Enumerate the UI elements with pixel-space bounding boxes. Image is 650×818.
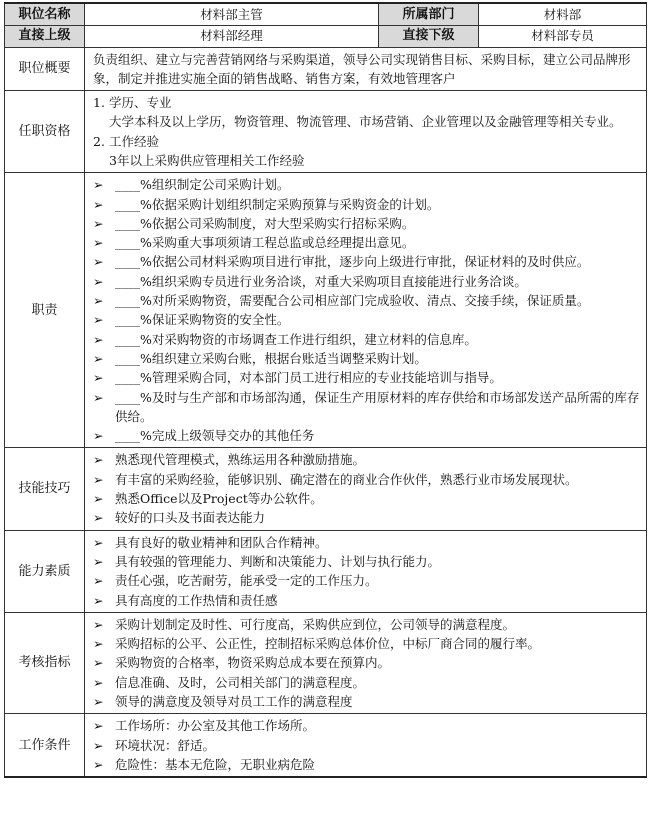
duties-label: 职责 bbox=[5, 173, 85, 448]
bullet-arrow-icon: ➢ bbox=[93, 350, 104, 366]
qualification-number: 1. bbox=[93, 95, 105, 111]
qualification-detail: 大学本科及以上学历，物资管理、物流管理、市场营销、企业管理以及金融管理等相关专业。 bbox=[109, 114, 622, 130]
bullet-arrow-icon: ➢ bbox=[93, 737, 104, 753]
list-item-text: ____%组织采购专员进行业务洽谈，对重大采购项目直接能进行业务洽谈。 bbox=[115, 273, 527, 289]
bullet-arrow-icon: ➢ bbox=[93, 534, 104, 550]
list-item-text: ____%依据公司材料采购项目进行审批，逐步向上级进行审批，保证材料的及时供应。 bbox=[115, 254, 590, 270]
bullet-arrow-icon: ➢ bbox=[93, 573, 104, 589]
list-item-text: 较好的口头及书面表达能力 bbox=[115, 510, 266, 526]
list-item-text: ____%保证采购物资的安全性。 bbox=[115, 312, 290, 328]
superior-label: 直接上级 bbox=[5, 25, 85, 47]
bullet-arrow-icon: ➢ bbox=[93, 491, 104, 507]
header-row-2 bbox=[5, 25, 647, 47]
conditions-label: 工作条件 bbox=[5, 714, 85, 777]
abilities-list bbox=[85, 530, 647, 612]
conditions-row bbox=[5, 714, 647, 777]
list-item bbox=[93, 252, 640, 271]
list-item-text: 环境状况：舒适。 bbox=[115, 737, 216, 753]
bullet-arrow-icon: ➢ bbox=[93, 636, 104, 652]
qualifications-row bbox=[5, 91, 647, 173]
list-item-text: 危险性：基本无危险，无职业病危险 bbox=[115, 756, 316, 772]
list-item-text: ____%组织建立采购台账，根据台账适当调整采购计划。 bbox=[115, 350, 427, 366]
list-item-text: 熟悉现代管理模式，熟练运用各种激励措施。 bbox=[115, 452, 366, 468]
list-item bbox=[93, 615, 640, 634]
qualification-number: 2. bbox=[93, 133, 105, 149]
bullet-arrow-icon: ➢ bbox=[93, 674, 104, 690]
bullet-arrow-icon: ➢ bbox=[93, 235, 104, 251]
list-item bbox=[93, 426, 640, 445]
list-item bbox=[93, 591, 640, 610]
list-item bbox=[93, 272, 640, 291]
abilities-label: 能力素质 bbox=[5, 530, 85, 612]
bullet-arrow-icon: ➢ bbox=[93, 553, 104, 569]
department-label: 所属部门 bbox=[379, 3, 479, 25]
list-item bbox=[93, 508, 640, 527]
list-item bbox=[93, 368, 640, 387]
list-item-text: 采购招标的公平、公正性，控制招标采购总体价位，中标厂商合同的履行率。 bbox=[115, 636, 541, 652]
list-item bbox=[93, 470, 640, 489]
subordinate-value: 材料部专员 bbox=[479, 25, 647, 47]
list-item-text: 领导的满意度及领导对员工工作的满意程度 bbox=[115, 694, 353, 709]
list-item-text: ____%对采购物资的市场调查工作进行组织，建立材料的信息库。 bbox=[115, 331, 477, 347]
assessment-label: 考核指标 bbox=[5, 612, 85, 713]
list-item bbox=[93, 673, 640, 692]
list-item bbox=[93, 330, 640, 349]
bullet-arrow-icon: ➢ bbox=[93, 592, 104, 608]
list-item bbox=[93, 233, 640, 252]
conditions-list bbox=[85, 714, 647, 777]
list-item bbox=[93, 692, 640, 711]
bullet-arrow-icon: ➢ bbox=[93, 273, 104, 289]
bullet-arrow-icon: ➢ bbox=[93, 215, 104, 231]
bullet-arrow-icon: ➢ bbox=[93, 389, 104, 405]
bullet-arrow-icon: ➢ bbox=[93, 293, 104, 309]
skills-list bbox=[85, 448, 647, 530]
bullet-arrow-icon: ➢ bbox=[93, 312, 104, 328]
list-item-text: ____%采购重大事项须请工程总监或总经理提出意见。 bbox=[115, 235, 415, 251]
list-item bbox=[93, 214, 640, 233]
qualifications-label: 任职资格 bbox=[5, 91, 85, 173]
qualification-detail: 3年以上采购供应管理相关工作经验 bbox=[109, 152, 305, 168]
bullet-arrow-icon: ➢ bbox=[93, 177, 104, 193]
list-item-text: 具有较强的管理能力、判断和决策能力、计划与执行能力。 bbox=[115, 553, 441, 569]
duties-row bbox=[5, 173, 647, 448]
list-item bbox=[93, 716, 640, 735]
bullet-arrow-icon: ➢ bbox=[93, 196, 104, 212]
bullet-arrow-icon: ➢ bbox=[93, 616, 104, 632]
department-value: 材料部 bbox=[479, 3, 647, 25]
list-item bbox=[93, 195, 640, 214]
list-item-text: ____%管理采购合同，对本部门员工进行相应的专业技能培训与指导。 bbox=[115, 370, 502, 386]
list-item-text: ____%及时与生产部和市场部沟通，保证生产用原材料的库存供给和市场部发送产品所需的库存供给。 bbox=[115, 389, 640, 424]
list-item-text: 采购计划制定及时性、可行度高，采购供应到位，公司领导的满意程度。 bbox=[115, 616, 516, 632]
bullet-arrow-icon: ➢ bbox=[93, 452, 104, 468]
bullet-arrow-icon: ➢ bbox=[93, 510, 104, 526]
qualification-title: 学历、专业 bbox=[109, 95, 172, 111]
bullet-arrow-icon: ➢ bbox=[93, 428, 104, 444]
list-item bbox=[93, 450, 640, 469]
list-item-text: 具有高度的工作热情和责任感 bbox=[115, 592, 278, 608]
assessment-row bbox=[5, 612, 647, 713]
header-row-1 bbox=[5, 3, 647, 25]
list-item-text: 采购物资的合格率，物资采购总成本要在预算内。 bbox=[115, 655, 391, 671]
list-item-text: 责任心强，吃苦耐劳，能承受一定的工作压力。 bbox=[115, 573, 378, 589]
superior-value: 材料部经理 bbox=[85, 25, 379, 47]
bullet-arrow-icon: ➢ bbox=[93, 756, 104, 772]
assessment-list bbox=[85, 612, 647, 713]
skills-label: 技能技巧 bbox=[5, 448, 85, 530]
list-item bbox=[93, 552, 640, 571]
list-item bbox=[93, 653, 640, 672]
list-item-text: ____%依据采购计划组织制定采购预算与采购资金的计划。 bbox=[115, 196, 440, 212]
bullet-arrow-icon: ➢ bbox=[93, 655, 104, 671]
overview-label: 职位概要 bbox=[5, 47, 85, 91]
list-item bbox=[93, 533, 640, 552]
bullet-arrow-icon: ➢ bbox=[93, 694, 104, 709]
list-item bbox=[93, 310, 640, 329]
job-description-table bbox=[4, 2, 647, 778]
subordinate-label: 直接下级 bbox=[379, 25, 479, 47]
list-item-text: ____%组织制定公司采购计划。 bbox=[115, 177, 290, 193]
list-item-text: 有丰富的采购经验，能够识别、确定潜在的商业合作伙伴，熟悉行业市场发展现状。 bbox=[115, 471, 578, 487]
position-label: 职位名称 bbox=[5, 3, 85, 25]
bullet-arrow-icon: ➢ bbox=[93, 331, 104, 347]
qualification-title: 工作经验 bbox=[109, 133, 160, 149]
qualification-item bbox=[93, 93, 640, 112]
list-item bbox=[93, 489, 640, 508]
overview-text: 负责组织、建立与完善营销网络与采购渠道，领导公司实现销售目标、采购目标，建立公司品牌形象，制定并推进实施全面的销售战略、销售方案，有效地管理客户 bbox=[85, 47, 647, 91]
bullet-arrow-icon: ➢ bbox=[93, 471, 104, 487]
list-item bbox=[93, 388, 640, 427]
list-item-text: ____%完成上级领导交办的其他任务 bbox=[115, 428, 315, 444]
skills-row bbox=[5, 448, 647, 530]
bullet-arrow-icon: ➢ bbox=[93, 718, 104, 734]
list-item-text: 工作场所：办公室及其他工作场所。 bbox=[115, 718, 316, 734]
bullet-arrow-icon: ➢ bbox=[93, 254, 104, 270]
duties-list bbox=[85, 173, 647, 448]
bullet-arrow-icon: ➢ bbox=[93, 370, 104, 386]
qualification-item bbox=[93, 132, 640, 151]
list-item bbox=[93, 291, 640, 310]
list-item bbox=[93, 175, 640, 194]
list-item bbox=[93, 571, 640, 590]
qualifications-content bbox=[85, 91, 647, 173]
list-item-text: 熟悉Office以及Project等办公软件。 bbox=[115, 491, 323, 507]
list-item-text: ____%对所采购物资，需要配合公司相应部门完成验收、清点、交接手续，保证质量。 bbox=[115, 293, 590, 309]
list-item bbox=[93, 349, 640, 368]
position-value: 材料部主管 bbox=[85, 3, 379, 25]
list-item-text: 具有良好的敬业精神和团队合作精神。 bbox=[115, 534, 328, 550]
list-item bbox=[93, 736, 640, 755]
list-item-text: ____%依据公司采购制度，对大型采购实行招标采购。 bbox=[115, 215, 415, 231]
abilities-row bbox=[5, 530, 647, 612]
list-item bbox=[93, 755, 640, 774]
list-item-text: 信息准确、及时，公司相关部门的满意程度。 bbox=[115, 674, 366, 690]
list-item bbox=[93, 634, 640, 653]
overview-row bbox=[5, 47, 647, 91]
